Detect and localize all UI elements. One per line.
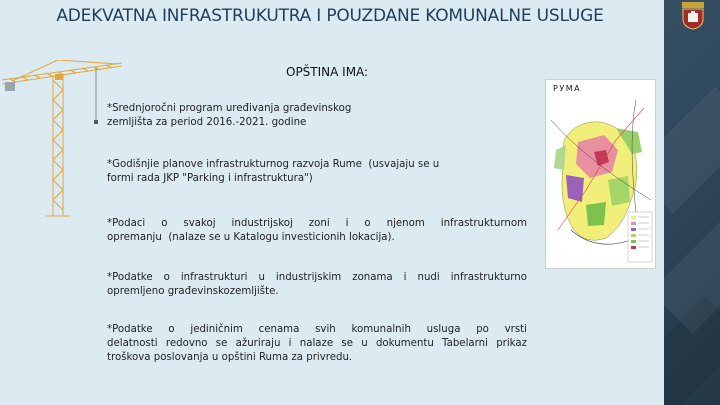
paragraph-line: *Podatke o jediničnim cenama svih komunalnih usluga po vrsti <box>107 324 527 335</box>
paragraph-line: opremanju (nalaze se u Katalogu investicionih lokacija). <box>107 232 395 243</box>
paragraph-line: *Podatke o infrastrukturi u industrijskim zonama i nudi infrastrukturno <box>107 272 527 283</box>
paragraph-annual-plans <box>107 158 507 186</box>
paragraph-line: *Podaci o svakoj industrijskoj zoni i o njenom infrastrukturnom <box>107 218 527 229</box>
paragraph-infrastructure-data <box>107 271 527 299</box>
paragraph-line: zemljišta za period 2016.-2021. godine <box>107 117 307 128</box>
paragraph-line: formi rada JKP "Parking i infrastruktura") <box>107 173 313 184</box>
paragraph-line: *Godišnjie planove infrastrukturnog razvoja Rume (usvajaju se u <box>107 159 440 170</box>
paragraph-line: troškova poslovanja u opštini Ruma za privredu. <box>107 352 353 363</box>
tower-crane-illustration <box>0 60 125 220</box>
map-title: РУМА <box>553 84 582 93</box>
town-plan-drawing <box>546 80 657 270</box>
coat-caption <box>674 38 714 43</box>
coat-of-arms-icon <box>680 0 706 30</box>
paragraph-industrial-zones <box>107 217 527 245</box>
paragraph-line: *Srednjoročni program uređivanja građevinskog <box>107 103 352 114</box>
paragraph-utility-prices <box>107 323 527 365</box>
paragraph-development-program <box>107 102 407 130</box>
sidebar-panel <box>664 0 720 405</box>
paragraph-line: opremljeno građevinskozemljište. <box>107 286 279 297</box>
paragraph-line: delatnosti redovno se ažuriraju i nalaze se u dokumentu Tabelarni prikaz <box>107 338 527 349</box>
slide-title: ADEKVATNA INFRASTRUKUTRA I POUZDANE KOMUNALNE USLUGE <box>56 6 604 26</box>
town-plan-map <box>545 79 656 269</box>
section-heading: OPŠTINA IMA: <box>286 65 369 79</box>
